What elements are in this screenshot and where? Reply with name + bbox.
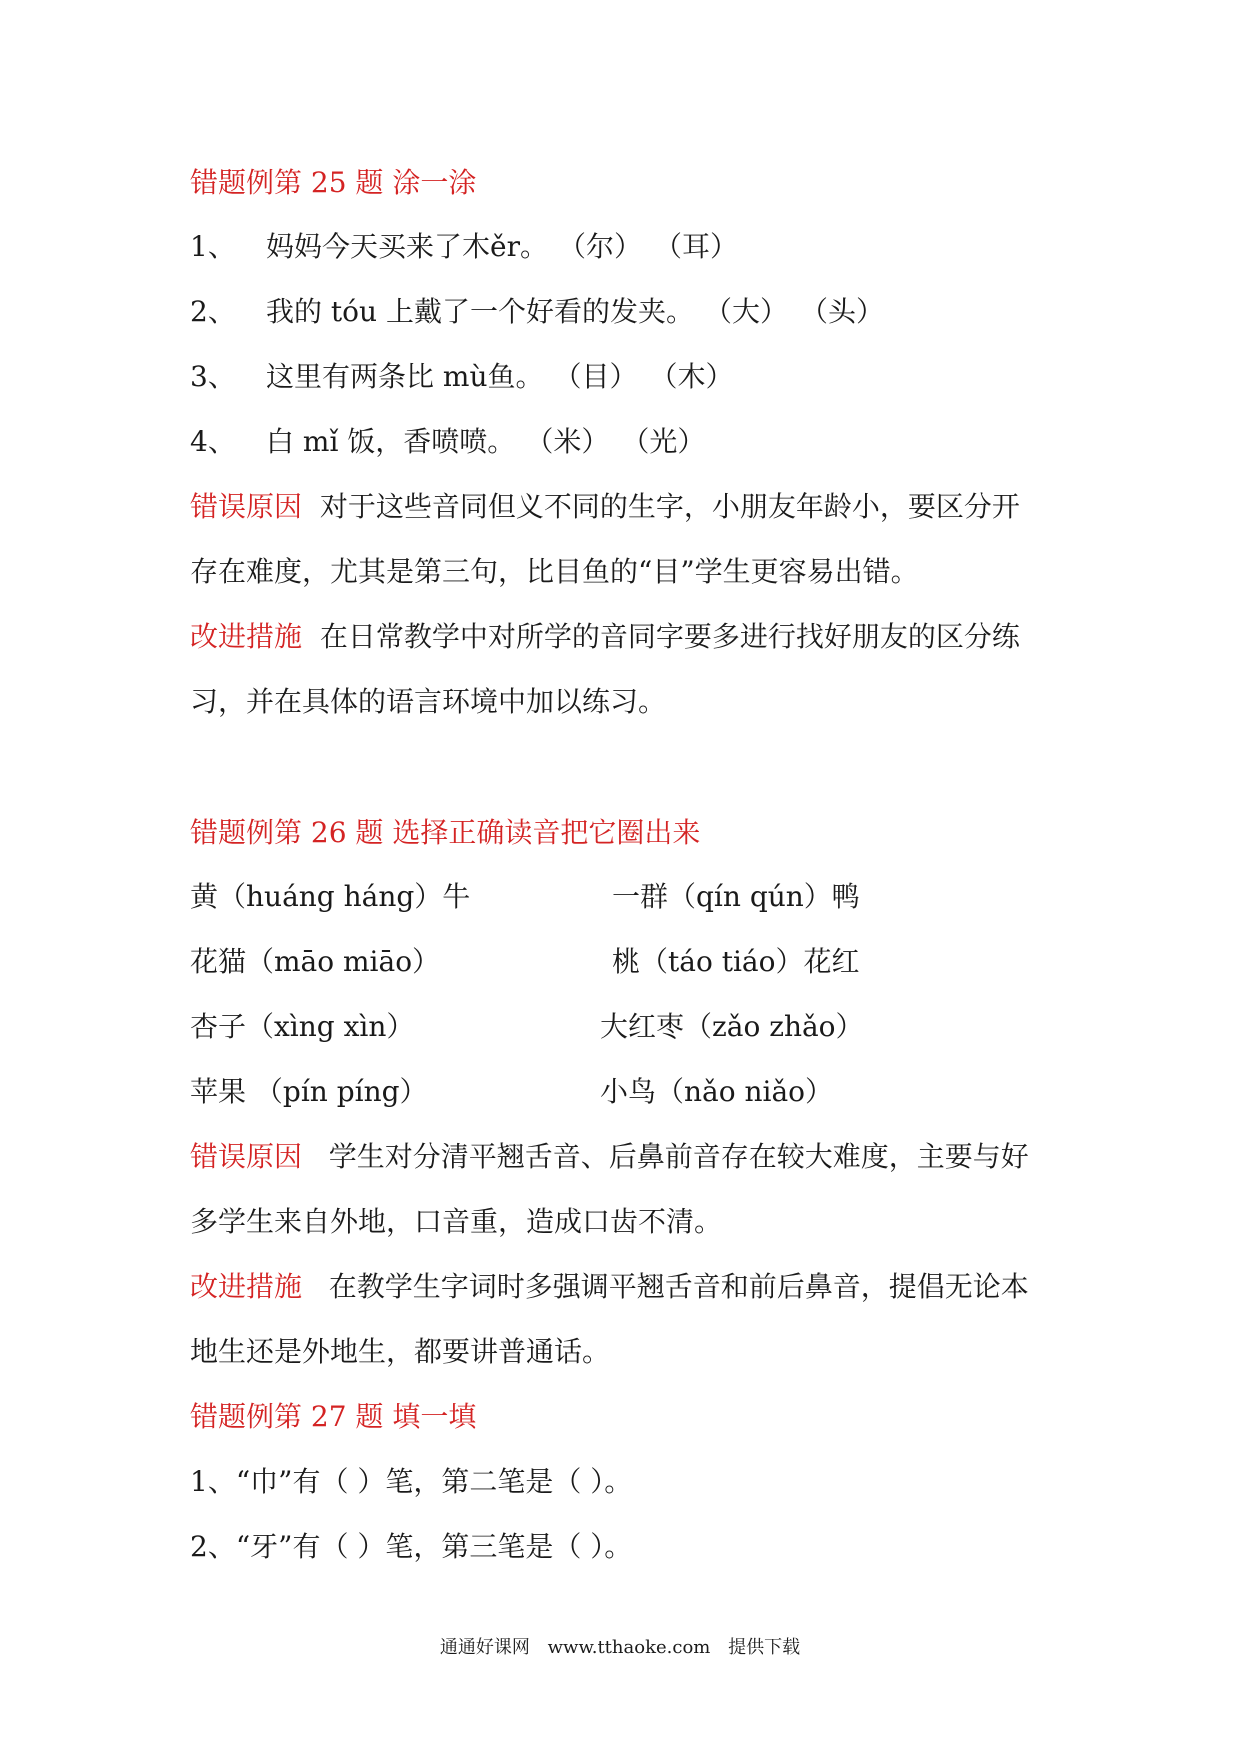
q25-fix xyxy=(190,617,1020,657)
q26-reason xyxy=(190,1137,1029,1177)
fix-label: 改进措施 xyxy=(190,1270,303,1303)
q25-item-3 xyxy=(190,357,734,397)
option: （光） xyxy=(635,425,706,458)
option: （耳） xyxy=(667,230,738,263)
q26-left-3: 杏子（xìng xìn） xyxy=(190,1010,415,1043)
option: （木） xyxy=(663,360,734,393)
footer-note: 提供下载 xyxy=(728,1637,801,1658)
q26-left-2: 花猫（māo miāo） xyxy=(190,945,441,978)
item-number: 2、 xyxy=(190,295,236,328)
q26-left-4: 苹果 （pín píng） xyxy=(190,1075,428,1108)
q26-right-2: 桃（táo tiáo）花红 xyxy=(612,945,860,978)
option: （大） xyxy=(717,295,788,328)
item-text: 妈妈今天买来了木ěr。 xyxy=(266,230,548,263)
q25-reason xyxy=(190,487,1020,527)
q25-item-2 xyxy=(190,292,884,332)
fix-label: 改进措施 xyxy=(190,620,303,653)
footer-url[interactable]: www.tthaoke.com xyxy=(547,1637,711,1658)
q26-fix xyxy=(190,1267,1029,1307)
item-text: 我的 tóu 上戴了一个好看的发夹。 xyxy=(266,295,694,328)
option: （头） xyxy=(813,295,884,328)
q27-title: 错题例第 27 题 填一填 xyxy=(190,1400,477,1433)
item-number: 1、 xyxy=(190,230,236,263)
reason-text: 对于这些音同但义不同的生字，小朋友年龄小，要区分开 xyxy=(319,490,1020,523)
q27-item-1: 1、“巾”有（ ）笔，第二笔是（ ）。 xyxy=(190,1465,633,1498)
q25-item-4 xyxy=(190,422,705,462)
q25-item-1 xyxy=(190,227,738,267)
option: （目） xyxy=(567,360,638,393)
item-number: 4、 xyxy=(190,425,236,458)
q26-title: 错题例第 26 题 选择正确读音把它圈出来 xyxy=(190,816,701,849)
q25-title: 错题例第 25 题 涂一涂 xyxy=(190,166,477,199)
fix-text: 在教学生字词时多强调平翘舌音和前后鼻音，提倡无论本 xyxy=(328,1270,1029,1303)
reason-text: 学生对分清平翘舌音、后鼻前音存在较大难度，主要与好 xyxy=(328,1140,1029,1173)
q27-item-2: 2、“牙”有（ ）笔，第三笔是（ ）。 xyxy=(190,1530,633,1563)
q26-reason-cont: 多学生来自外地，口音重，造成口齿不清。 xyxy=(190,1205,723,1238)
q26-right-3: 大红枣（zǎo zhǎo） xyxy=(600,1010,864,1043)
q26-left-1: 黄（huáng háng）牛 xyxy=(190,880,471,913)
q26-right-4: 小鸟（nǎo niǎo） xyxy=(600,1075,834,1108)
reason-label: 错误原因 xyxy=(190,490,303,523)
item-text: 白 mǐ 饭，香喷喷。 xyxy=(266,425,516,458)
item-number: 3、 xyxy=(190,360,236,393)
q26-fix-cont: 地生还是外地生，都要讲普通话。 xyxy=(190,1335,611,1368)
page-footer xyxy=(0,1635,1240,1661)
item-text: 这里有两条比 mù鱼。 xyxy=(266,360,544,393)
q25-fix-cont: 习，并在具体的语言环境中加以练习。 xyxy=(190,685,667,718)
q25-reason-cont: 存在难度，尤其是第三句，比目鱼的“目”学生更容易出错。 xyxy=(190,555,919,588)
reason-label: 错误原因 xyxy=(190,1140,303,1173)
q26-right-1: 一群（qín qún）鸭 xyxy=(612,880,860,913)
footer-site: 通通好课网 xyxy=(439,1637,530,1658)
fix-text: 在日常教学中对所学的音同字要多进行找好朋友的区分练 xyxy=(319,620,1020,653)
option: （米） xyxy=(539,425,610,458)
option: （尔） xyxy=(571,230,642,263)
